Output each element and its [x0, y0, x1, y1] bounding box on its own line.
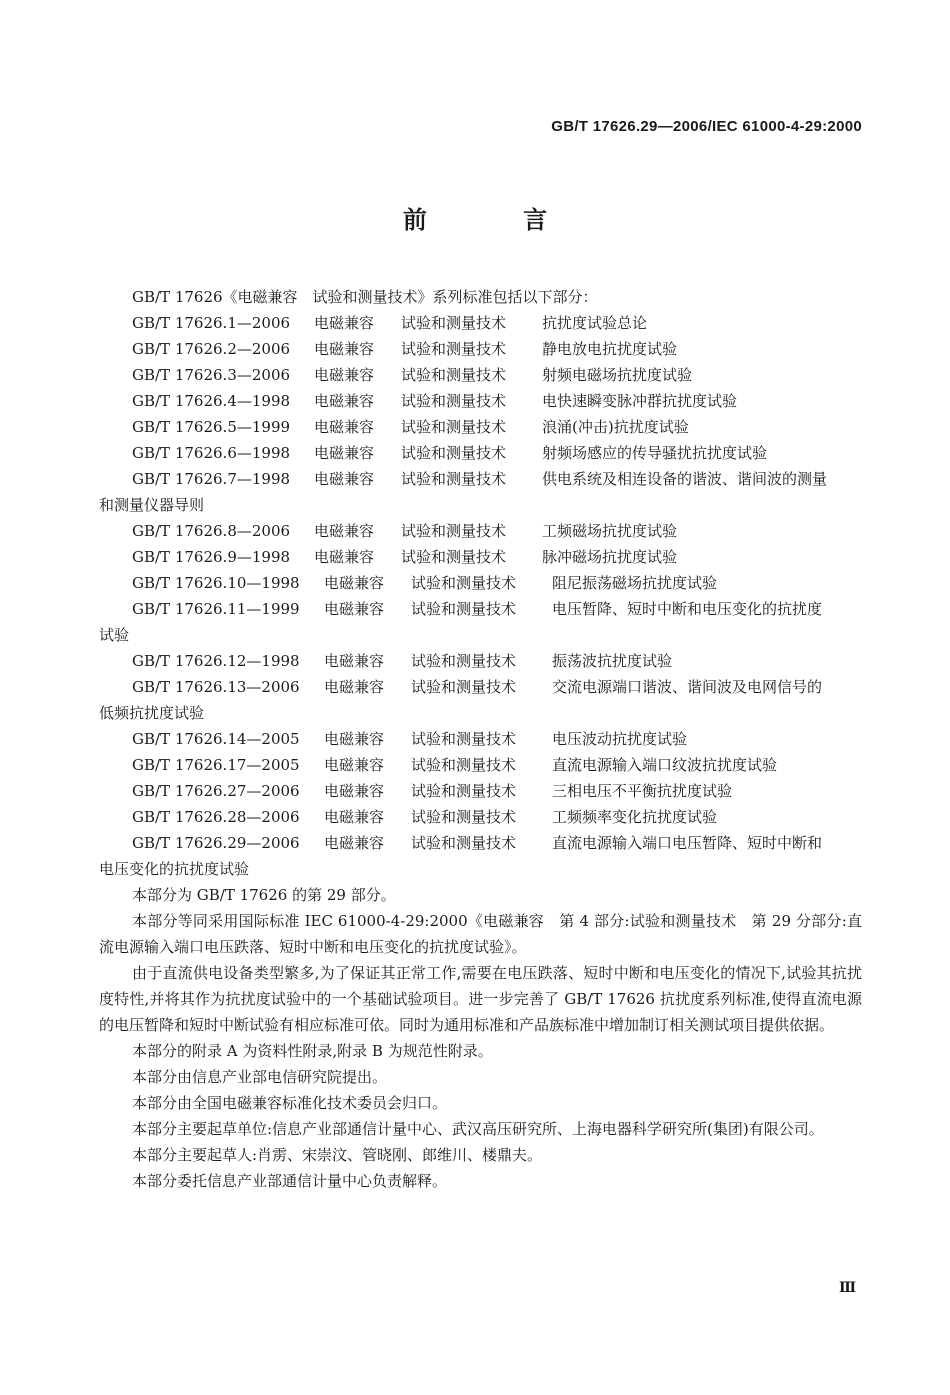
intro-line: GB/T 17626《电磁兼容 试验和测量技术》系列标准包括以下部分： [132, 288, 598, 306]
standard-code: GB/T 17626.1—2006 [132, 314, 291, 332]
standard-code: GB/T 17626.10—1998 [132, 574, 300, 592]
standard-entry [99, 310, 862, 336]
standard-title: 直流电源输入端口电压暂降、短时中断和 [552, 834, 823, 852]
standard-subfield: 试验和测量技术 [411, 652, 517, 670]
standard-field: 电磁兼容 [314, 366, 375, 384]
standard-title: 电压波动抗扰度试验 [552, 730, 688, 748]
standard-subfield: 试验和测量技术 [411, 600, 517, 618]
standard-field: 电磁兼容 [314, 522, 375, 540]
standard-code: GB/T 17626.29—2006 [132, 834, 300, 852]
standard-subfield: 试验和测量技术 [411, 782, 517, 800]
standard-subfield: 试验和测量技术 [401, 548, 507, 566]
standard-subfield: 试验和测量技术 [401, 392, 507, 410]
standard-title: 电快速瞬变脉冲群抗扰度试验 [542, 392, 738, 410]
standard-entry [99, 388, 862, 414]
body-paragraph: 本部分由信息产业部电信研究院提出。 [132, 1068, 388, 1086]
standard-entry [99, 414, 862, 440]
standard-title: 直流电源输入端口纹波抗扰度试验 [552, 756, 778, 774]
standard-entry [99, 518, 862, 544]
standard-subfield: 试验和测量技术 [411, 574, 517, 592]
standard-field: 电磁兼容 [324, 678, 385, 696]
standards-list [99, 310, 862, 882]
body-paragraph: 本部分的附录 A 为资料性附录,附录 B 为规范性附录。 [132, 1042, 493, 1060]
standard-subfield: 试验和测量技术 [411, 808, 517, 826]
standard-subfield: 试验和测量技术 [401, 418, 507, 436]
standard-field: 电磁兼容 [324, 782, 385, 800]
standard-field: 电磁兼容 [324, 600, 385, 618]
standard-field: 电磁兼容 [324, 756, 385, 774]
standard-title: 脉冲磁场抗扰度试验 [542, 548, 678, 566]
standard-subfield: 试验和测量技术 [411, 678, 517, 696]
standard-field: 电磁兼容 [324, 574, 385, 592]
standard-code: GB/T 17626.13—2006 [132, 678, 300, 696]
standard-entry [99, 778, 862, 804]
standard-title: 射频场感应的传导骚扰抗扰度试验 [542, 444, 768, 462]
standard-title: 静电放电抗扰度试验 [542, 340, 678, 358]
standard-subfield: 试验和测量技术 [401, 470, 507, 488]
standard-entry [99, 570, 862, 596]
standard-entry [99, 830, 862, 856]
standard-title: 工频频率变化抗扰度试验 [552, 808, 718, 826]
standard-field: 电磁兼容 [314, 548, 375, 566]
standard-field: 电磁兼容 [314, 418, 375, 436]
standard-title-continuation: 低频抗扰度试验 [99, 704, 205, 722]
standard-title: 射频电磁场抗扰度试验 [542, 366, 693, 384]
standard-code: GB/T 17626.7—1998 [132, 470, 291, 488]
standard-title-continuation: 和测量仪器导则 [99, 496, 205, 514]
standard-code: GB/T 17626.17—2005 [132, 756, 300, 774]
standard-entry [99, 596, 862, 622]
document-body [99, 284, 862, 1194]
standard-title-continuation: 试验 [99, 626, 130, 644]
standard-field: 电磁兼容 [314, 392, 375, 410]
standard-field: 电磁兼容 [314, 444, 375, 462]
body-paragraph: 本部分由全国电磁兼容标准化技术委员会归口。 [132, 1094, 448, 1112]
standard-code: GB/T 17626.5—1999 [132, 418, 291, 436]
body-paragraph: 由于直流供电设备类型繁多,为了保证其正常工作,需要在电压跌落、短时中断和电压变化的情况下,试验其抗扰度特性,并将其作为抗扰度试验中的一个基础试验项目。进一步完善了 GB/T 17626 抗扰度系列标准,使得直流电源的电压暂降和短时中断试验有相应标准可依。同时为通用标准和产品族标准中增加制订相关测试项目提供依据。 [99, 964, 862, 1034]
standard-subfield: 试验和测量技术 [411, 834, 517, 852]
standard-title: 三相电压不平衡抗扰度试验 [552, 782, 733, 800]
standard-subfield: 试验和测量技术 [401, 522, 507, 540]
standard-entry [99, 752, 862, 778]
standard-code: GB/T 17626.8—2006 [132, 522, 291, 540]
standard-code: GB/T 17626.14—2005 [132, 730, 300, 748]
standard-title: 阻尼振荡磁场抗扰度试验 [552, 574, 718, 592]
standard-title: 电压暂降、短时中断和电压变化的抗扰度 [552, 600, 823, 618]
standard-entry [99, 336, 862, 362]
standard-title-continuation: 电压变化的抗扰度试验 [99, 860, 250, 878]
standard-field: 电磁兼容 [314, 314, 375, 332]
standard-field: 电磁兼容 [314, 340, 375, 358]
standard-code: GB/T 17626.3—2006 [132, 366, 291, 384]
standard-code: GB/T 17626.9—1998 [132, 548, 291, 566]
standard-entry [99, 674, 862, 700]
body-paragraph: 本部分主要起草单位:信息产业部通信计量中心、武汉高压研究所、上海电器科学研究所(集团)有限公司。 [132, 1120, 824, 1138]
standard-field: 电磁兼容 [324, 652, 385, 670]
page-title: 前 言 [402, 205, 592, 234]
standard-subfield: 试验和测量技术 [401, 366, 507, 384]
standard-code: GB/T 17626.12—1998 [132, 652, 300, 670]
paragraph-list [99, 882, 862, 1194]
page-number: Ⅲ [838, 1280, 856, 1296]
standard-subfield: 试验和测量技术 [401, 314, 507, 332]
standard-title: 供电系统及相连设备的谐波、谐间波的测量 [542, 470, 828, 488]
standard-header-code: GB/T 17626.29—2006/IEC 61000-4-29:2000 [551, 118, 862, 135]
standard-field: 电磁兼容 [324, 834, 385, 852]
standard-entry [99, 362, 862, 388]
standard-title: 抗扰度试验总论 [542, 314, 648, 332]
standard-title: 交流电源端口谐波、谐间波及电网信号的 [552, 678, 823, 696]
standard-field: 电磁兼容 [324, 730, 385, 748]
standard-entry [99, 440, 862, 466]
standard-entry [99, 648, 862, 674]
standard-subfield: 试验和测量技术 [411, 756, 517, 774]
standard-code: GB/T 17626.28—2006 [132, 808, 300, 826]
standard-title: 浪涌(冲击)抗扰度试验 [542, 418, 689, 436]
standard-subfield: 试验和测量技术 [401, 444, 507, 462]
standard-code: GB/T 17626.4—1998 [132, 392, 291, 410]
standard-subfield: 试验和测量技术 [401, 340, 507, 358]
standard-code: GB/T 17626.6—1998 [132, 444, 291, 462]
standard-code: GB/T 17626.2—2006 [132, 340, 291, 358]
body-paragraph: 本部分为 GB/T 17626 的第 29 部分。 [132, 886, 396, 904]
standard-entry [99, 544, 862, 570]
standard-entry [99, 726, 862, 752]
standard-title: 振荡波抗扰度试验 [552, 652, 673, 670]
body-paragraph: 本部分等同采用国际标准 IEC 61000-4-29:2000《电磁兼容 第 4 部分:试验和测量技术 第 29 分部分:直流电源输入端口电压跌落、短时中断和电压变化的抗扰度试验》。 [99, 912, 862, 956]
standard-field: 电磁兼容 [324, 808, 385, 826]
standard-subfield: 试验和测量技术 [411, 730, 517, 748]
standard-title: 工频磁场抗扰度试验 [542, 522, 678, 540]
body-paragraph: 本部分主要起草人:肖雳、宋崇汶、管晓刚、郎维川、楼鼎夫。 [132, 1146, 543, 1164]
standard-entry [99, 804, 862, 830]
standard-code: GB/T 17626.27—2006 [132, 782, 300, 800]
standard-field: 电磁兼容 [314, 470, 375, 488]
standard-code: GB/T 17626.11—1999 [132, 600, 300, 618]
standard-entry [99, 466, 862, 492]
body-paragraph: 本部分委托信息产业部通信计量中心负责解释。 [132, 1172, 448, 1190]
